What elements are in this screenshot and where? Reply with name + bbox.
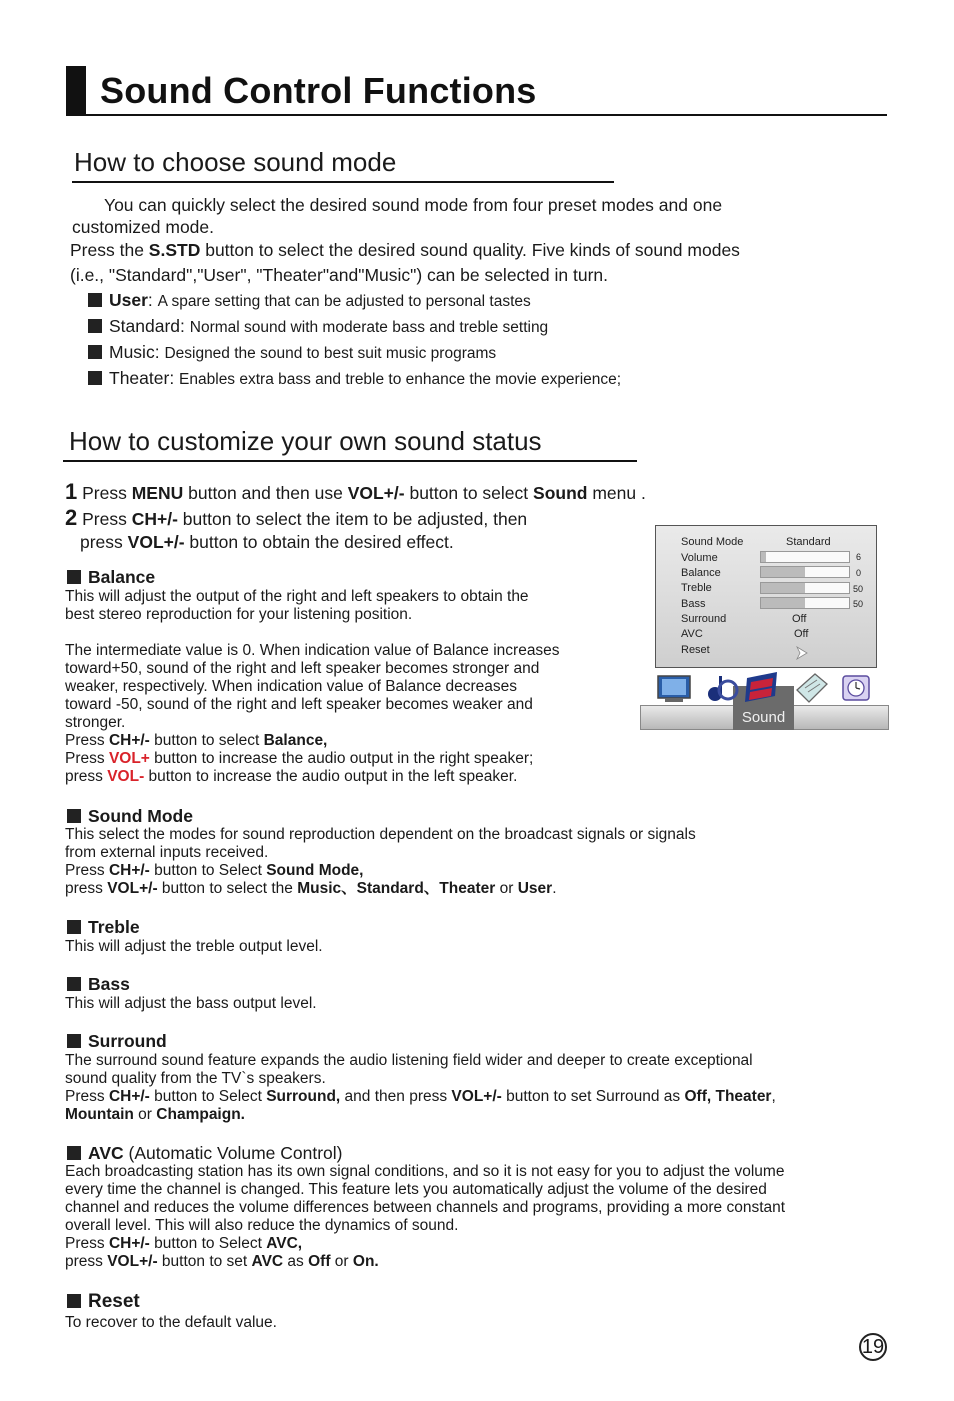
menu-tab-icons [655,672,877,706]
menu-row-label: Surround [681,613,727,625]
page-number: 19 [859,1333,887,1361]
mode-list [88,288,621,392]
tv-icon [658,676,690,702]
bullet-square-icon [67,977,81,991]
body-text: To recover to the default value. [65,1314,277,1331]
list-item: Standard: Normal sound with moderate bass and treble setting [88,314,621,340]
music-note-icon [708,676,737,701]
reset-arrow-icon [796,646,808,660]
section-rule [63,460,637,462]
menu-row-value: Off [794,628,809,640]
subsection-heading-treble: Treble [67,917,140,938]
bullet-square-icon [88,293,102,307]
subsection-heading-surround: Surround [67,1031,167,1052]
volume-bar [760,551,850,563]
sound-menu-screenshot [655,525,877,668]
intro-line: customized mode. [72,217,215,237]
bar-fill [761,552,766,562]
section-heading-customize: How to customize your own sound status [69,426,542,456]
bullet-square-icon [67,920,81,934]
step-2: 2 Press CH+/- button to select the item to be adjusted, then [65,505,528,530]
bullet-square-icon [88,345,102,359]
menu-row-label: AVC [681,628,703,640]
bullet-square-icon [88,319,102,333]
page-title: Sound Control Functions [100,70,537,111]
balance-bar [760,566,850,578]
bullet-square-icon [67,1294,81,1308]
step-2-cont: press VOL+/- button to obtain the desired effect. [80,532,454,552]
title-rule [66,114,887,116]
bar-fill [761,598,805,608]
intro-line: Press the S.STD button to select the desired sound quality. Five kinds of sound modes [70,240,740,260]
menu-row-value: Off [792,613,807,625]
treble-bar [760,582,850,594]
clock-icon [843,676,869,700]
intro-line: You can quickly select the desired sound mode from four preset modes and one [104,195,723,215]
equalizer-icon [745,672,777,702]
title-accent-bar [66,66,86,116]
menu-row-value: Standard [786,536,831,548]
subsection-heading-sound-mode: Sound Mode [67,806,193,827]
intro-line: (i.e., "Standard","User", "Theater"and"Music") can be selected in turn. [70,265,608,285]
bullet-square-icon [67,1146,81,1160]
body-text: This will adjust the output of the right and left speakers to obtain the best stereo reproduction for your listening position. [65,588,529,623]
bullet-square-icon [88,371,102,385]
bar-fill [761,583,805,593]
menu-row-number: 50 [853,584,864,594]
step-1: 1 Press MENU button and then use VOL+/- button to select Sound menu . [65,479,646,504]
bass-bar [760,597,850,609]
menu-row-number: 6 [856,552,862,562]
body-text: This will adjust the bass output level. [65,995,317,1012]
menu-row-label: Volume [681,552,718,564]
body-text: The intermediate value is 0. When indication value of Balance increases toward+50, sound of the right and left speaker becomes stronger and weaker, respectively. When indication value of Balance decreases toward -50, sound of the right and left speaker becomes weaker and stronger. Press CH+/- button to select Balance, Press VOL+ button to increase the audio output in the right speaker; press VOL- button to increase the audio output in the left speaker. [65,642,560,785]
body-text: Each broadcasting station has its own signal conditions, and so it is not easy for you to adjust the volume every time the channel is changed. This feature lets you automatically adjust the volume of the desired channel and reduces the volume differences between channels and programs, providing a more constant overall level. This will also reduce the dynamics of sound. Press CH+/- button to Select AVC, press VOL+/- button to set AVC as Off or On. [65,1163,786,1270]
bullet-square-icon [67,570,81,584]
body-text: The surround sound feature expands the audio listening field wider and deeper to create exceptional sound quality from the TV`s speakers. Press CH+/- button to Select Surround, and then press VOL+/- button to set Surround as Off, Theater, Mountain or Champaign. [65,1052,776,1123]
body-text: This will adjust the treble output level. [65,938,323,955]
menu-row-label: Bass [681,598,706,610]
body-text: This select the modes for sound reproduction dependent on the broadcast signals or signals from external inputs received. Press CH+/- button to Select Sound Mode, press VOL+/- button to select the Music、Standard、Theater or User. [65,826,696,897]
clipboard-icon [797,674,827,702]
menu-row-number: 50 [853,599,864,609]
section-heading-choose-mode: How to choose sound mode [74,147,397,177]
list-item: Theater: Enables extra bass and treble to enhance the movie experience; [88,366,621,392]
list-item: Music: Designed the sound to best suit music programs [88,340,621,366]
subsection-heading-reset: Reset [67,1291,140,1313]
tab-sound-label: Sound [741,709,786,726]
menu-row-label: Balance [681,567,721,579]
menu-row-label: Sound Mode [681,536,744,548]
subsection-heading-bass: Bass [67,974,130,995]
list-item: User: A spare setting that can be adjusted to personal tastes [88,288,621,314]
bullet-square-icon [67,1034,81,1048]
subsection-heading-avc: AVC (Automatic Volume Control) [67,1143,343,1164]
bullet-square-icon [67,809,81,823]
menu-row-label: Treble [681,582,712,594]
bar-fill [761,567,805,577]
section-rule [72,181,614,183]
subsection-heading-balance: Balance [67,567,155,588]
menu-row-label: Reset [681,644,710,656]
menu-row-number: 0 [856,568,862,578]
